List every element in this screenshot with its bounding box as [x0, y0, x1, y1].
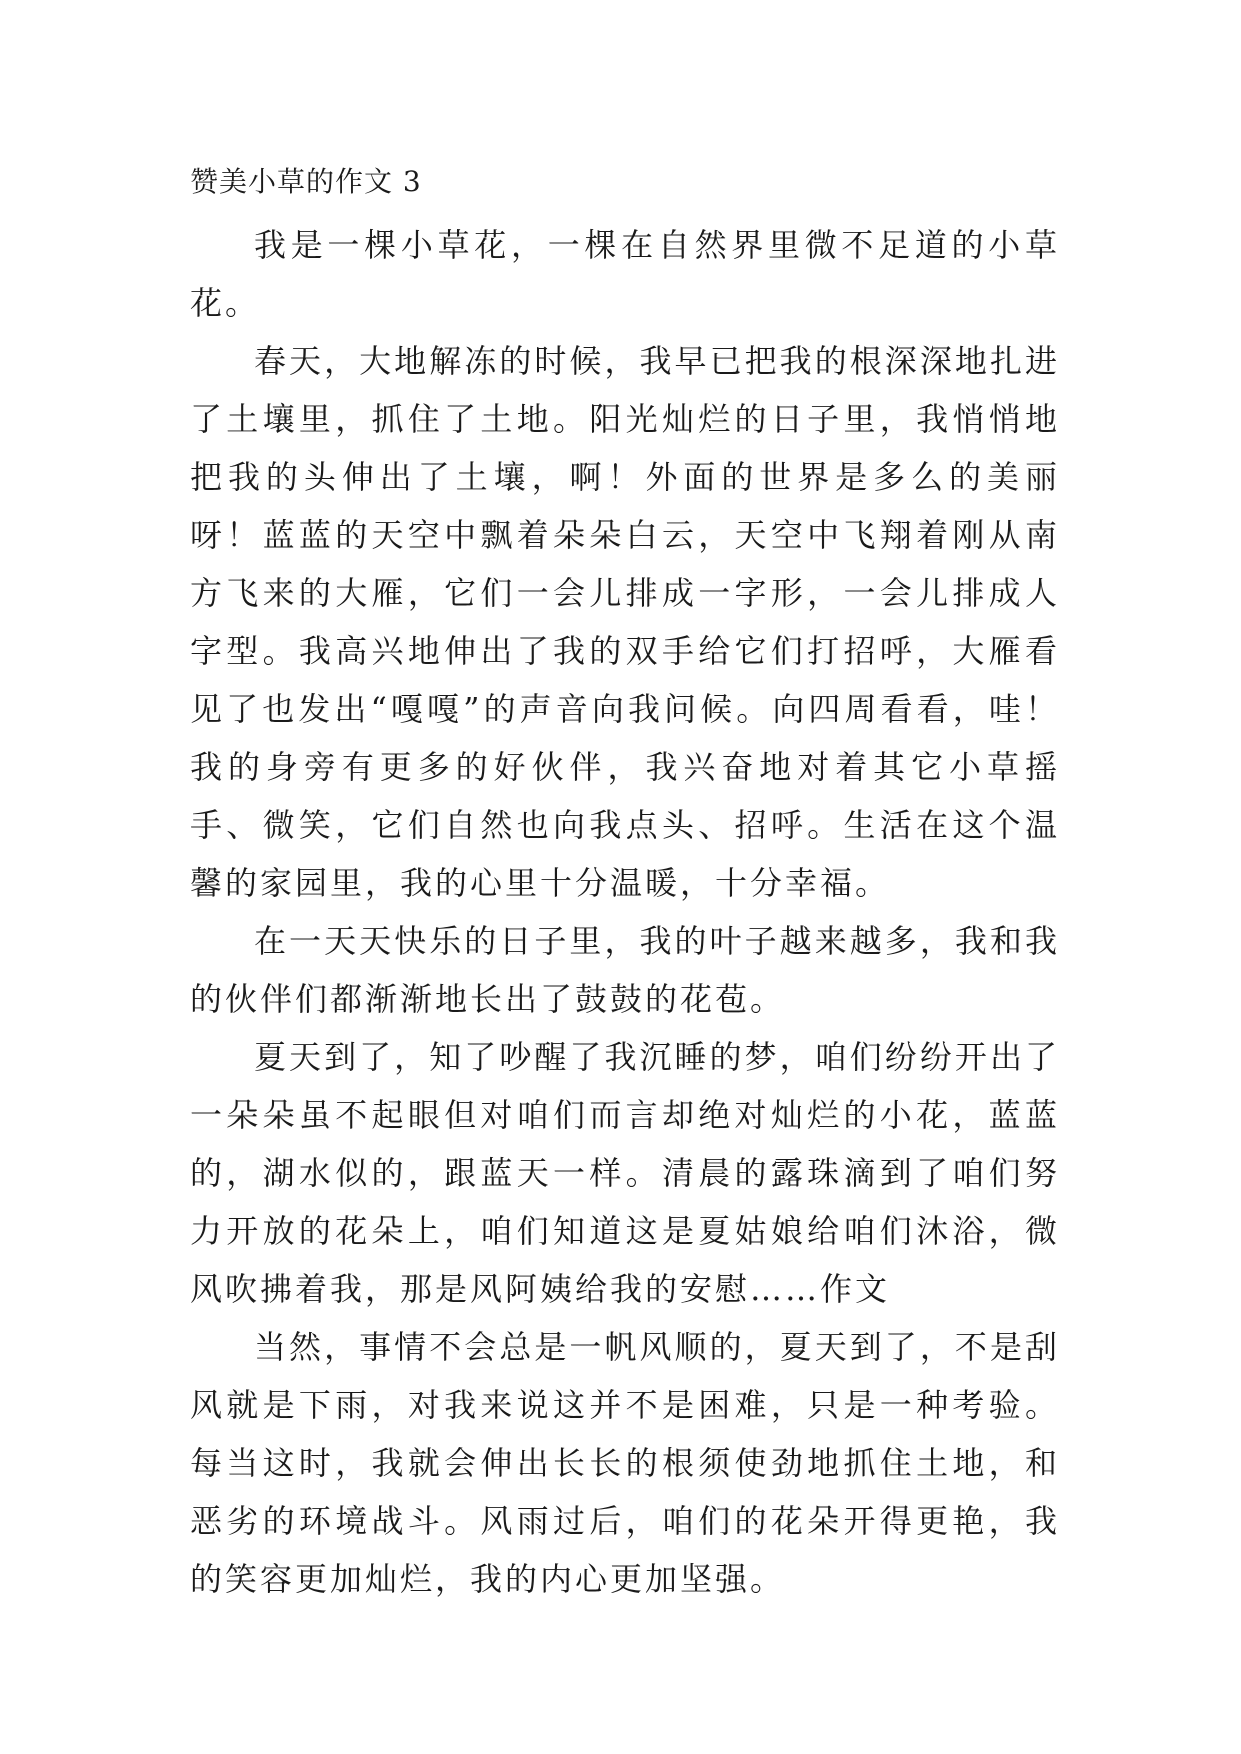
paragraph: 春天，大地解冻的时候，我早已把我的根深深地扎进了土壤里，抓住了土地。阳光灿烂的日子里，我悄悄地把我的头伸出了土壤，啊！外面的世界是多么的美丽呀！蓝蓝的天空中飘着朵朵白云，天空中飞翔着刚从南方飞来的大雁，它们一会儿排成一字形，一会儿排成人字型。我高兴地伸出了我的双手给它们打招呼，大雁看见了也发出“嘎嘎”的声音向我问候。向四周看看，哇！我的身旁有更多的好伙伴，我兴奋地对着其它小草摇手、微笑，它们自然也向我点头、招呼。生活在这个温馨的家园里，我的心里十分温暖，十分幸福。 [190, 342, 1060, 902]
paragraph: 我是一棵小草花，一棵在自然界里微不足道的小草花。 [190, 226, 1060, 322]
paragraph: 当然，事情不会总是一帆风顺的，夏天到了，不是刮风就是下雨，对我来说这并不是困难，只是一种考验。每当这时，我就会伸出长长的根须使劲地抓住土地，和恶劣的环境战斗。风雨过后，咱们的花朵开得更艳，我的笑容更加灿烂，我的内心更加坚强。 [190, 1328, 1060, 1598]
paragraph: 在一天天快乐的日子里，我的叶子越来越多，我和我的伙伴们都渐渐地长出了鼓鼓的花苞。 [190, 922, 1060, 1018]
document-title: 赞美小草的作文 3 [190, 165, 422, 198]
document-body [190, 216, 1060, 1608]
paragraph: 夏天到了，知了吵醒了我沉睡的梦，咱们纷纷开出了一朵朵虽不起眼但对咱们而言却绝对灿烂的小花，蓝蓝的，湖水似的，跟蓝天一样。清晨的露珠滴到了咱们努力开放的花朵上，咱们知道这是夏姑娘给咱们沐浴，微风吹拂着我，那是风阿姨给我的安慰……作文 [190, 1038, 1060, 1308]
